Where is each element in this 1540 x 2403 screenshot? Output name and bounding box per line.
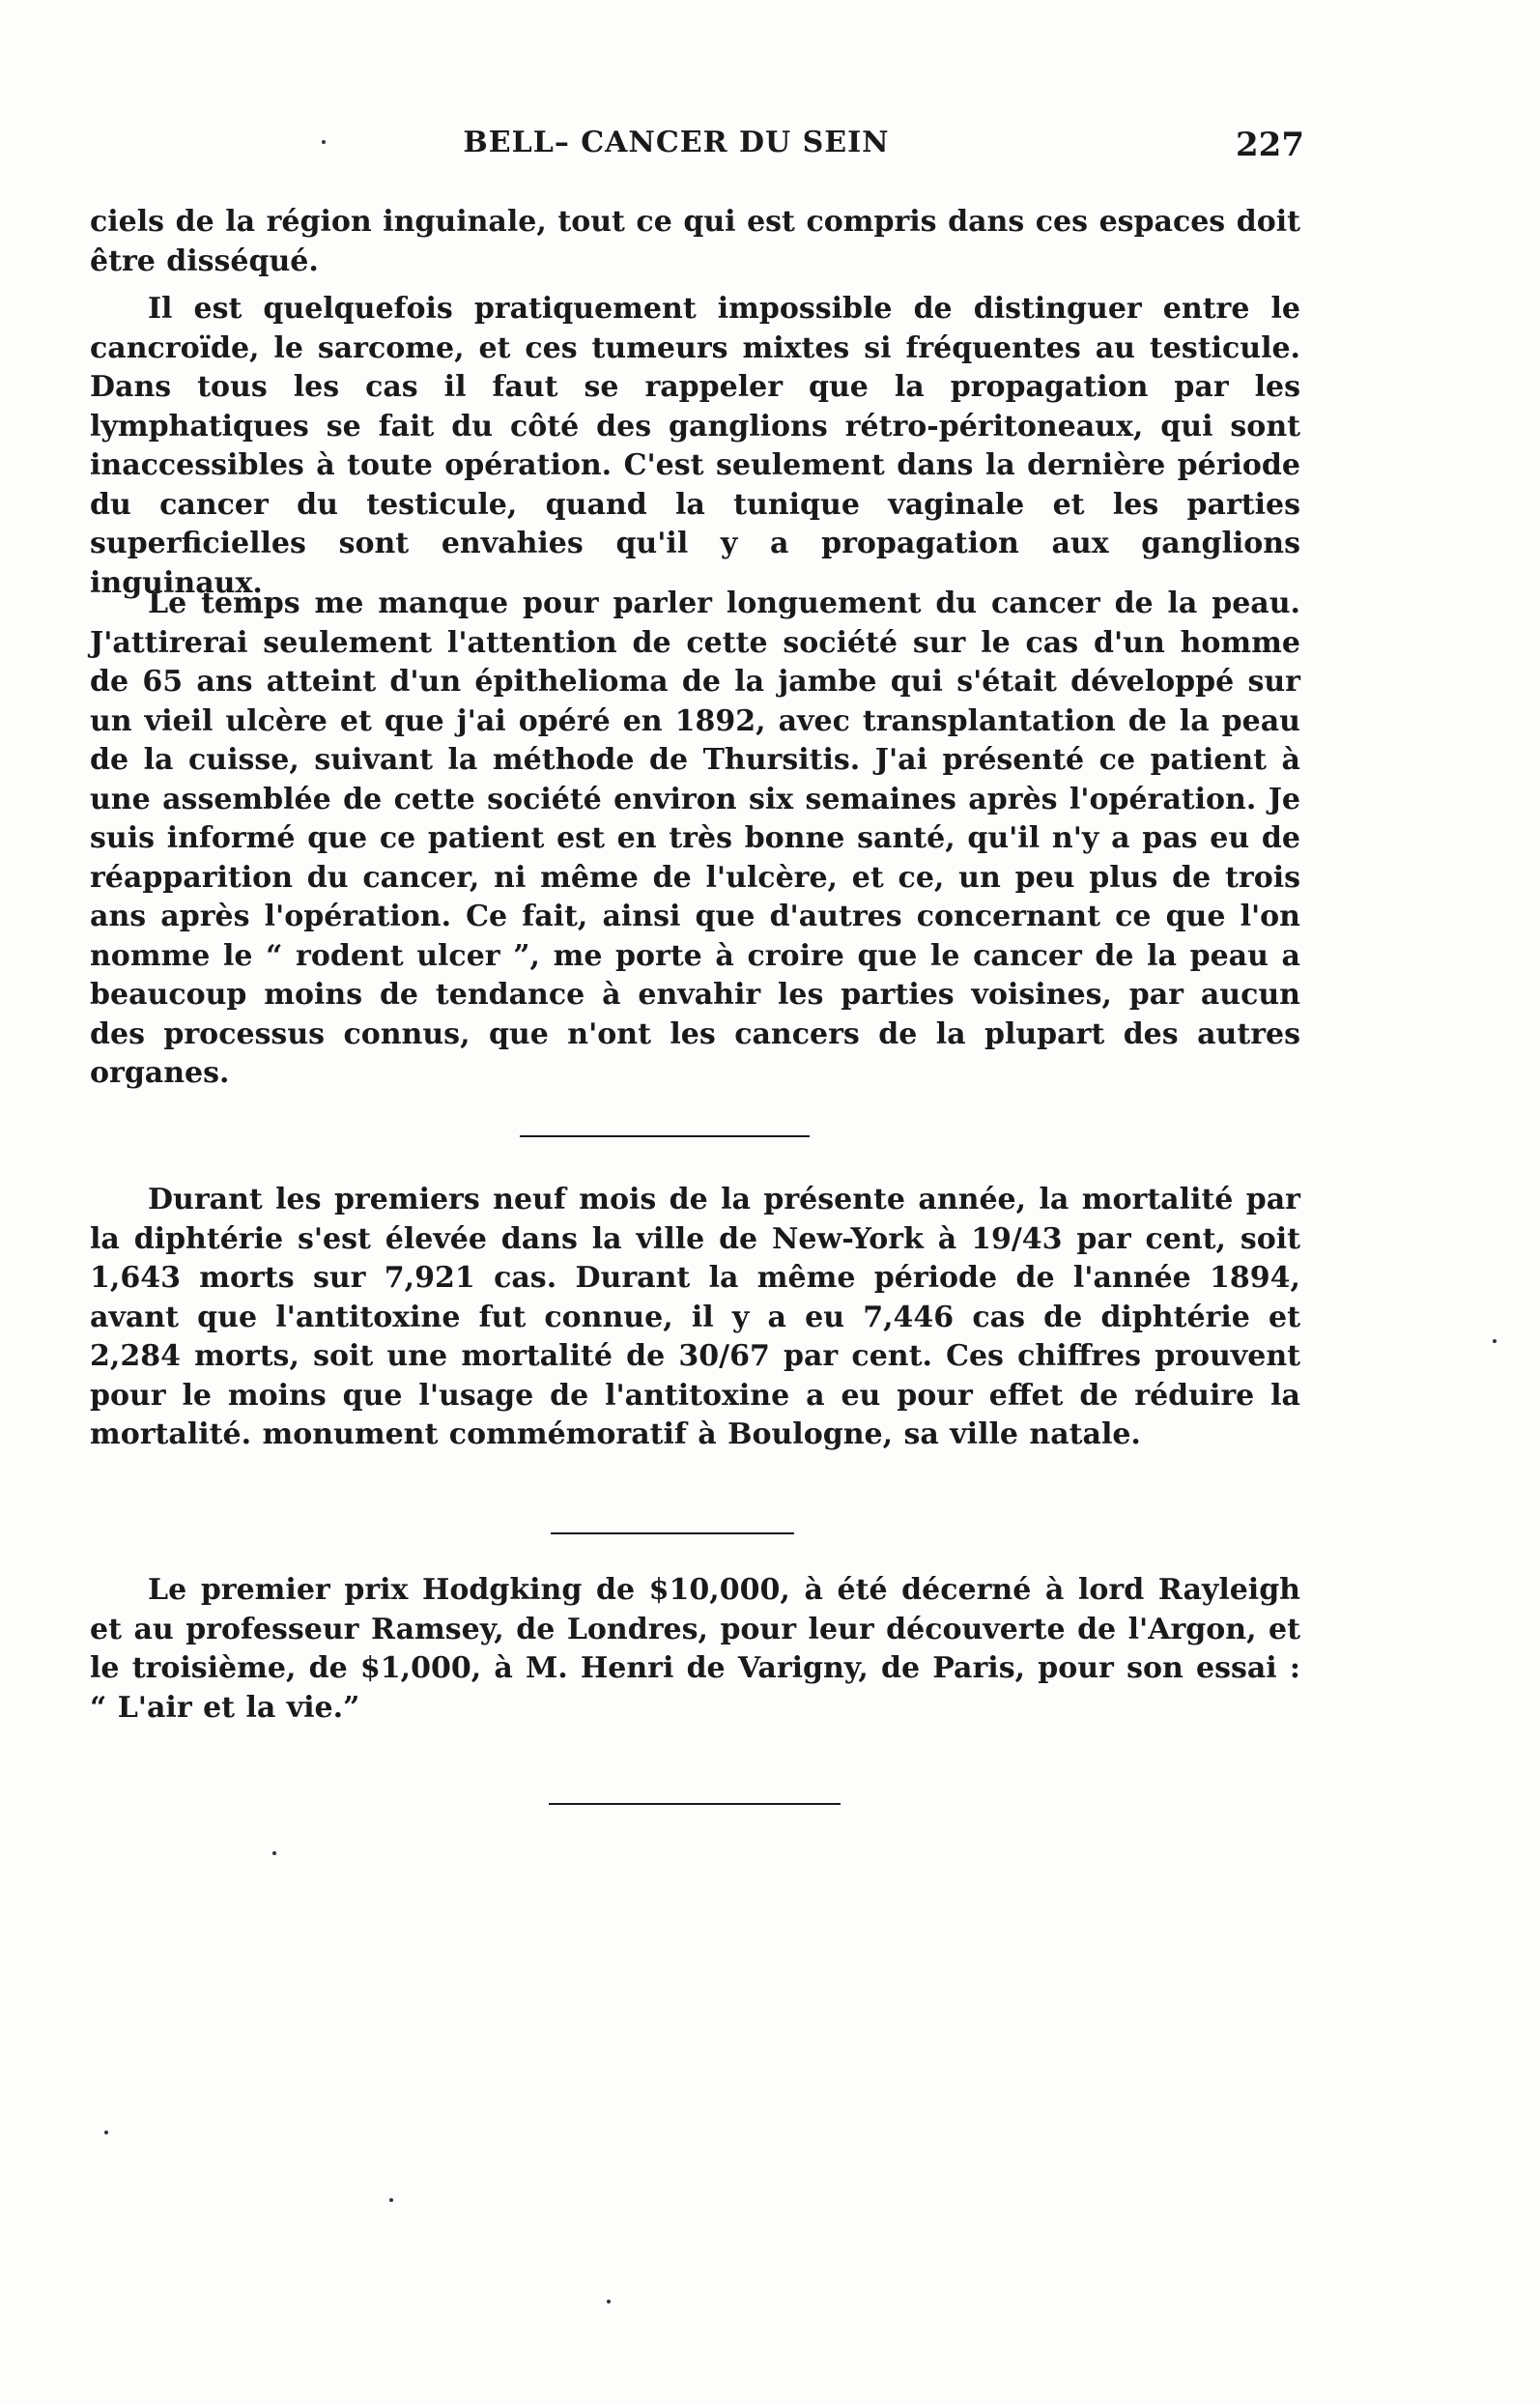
ink-speck bbox=[1493, 1339, 1497, 1343]
ink-speck bbox=[389, 2198, 393, 2202]
ink-speck bbox=[272, 1851, 276, 1855]
paragraph-cancer-peau: Le temps me manque pour parler longuement du cancer de la peau. J'attirerai seulement l'attention de cette société sur le cas d'un homme de 65 ans atteint d'un épithelioma de la jambe qui s'était développé sur un vieil ulcère et que j'ai opéré en 1892, avec transplantation de la peau de la cuisse, suivant la méthode de Thursitis. J'ai présenté ce patient à une assemblée de cette société environ six semaines après l'opération. Je suis informé que ce patient est en très bonne santé, qu'il n'y a pas eu de réapparition du cancer, ni même de l'ulcère, et ce, un peu plus de trois ans après l'opération. Ce fait, ainsi que d'autres concernant ce que l'on nomme le “ rodent ulcer ”, me porte à croire que le cancer de la peau a beaucoup moins de tendance à envahir les parties voisines, par aucun des processus connus, que n'ont les cancers de la plupart des autres organes. bbox=[90, 586, 1300, 1090]
ink-speck bbox=[104, 2131, 108, 2134]
paragraph-prix-hodgking: Le premier prix Hodgking de $10,000, à été décerné à lord Rayleigh et au professeur Ramsey, de Londres, pour leur découverte de l'Argon, et le troisième, de $1,000, à M. Henri de Varigny, de Paris, pour son essai : “ L'air et la vie.” bbox=[90, 1573, 1300, 1725]
page-number: 227 bbox=[1236, 126, 1304, 164]
ink-speck bbox=[322, 140, 326, 144]
ink-speck bbox=[607, 2300, 611, 2303]
section-divider bbox=[549, 1803, 841, 1805]
paragraph-continuation: ciels de la région inguinale, tout ce qui est compris dans ces espaces doit être disséqué. bbox=[90, 205, 1300, 278]
running-title: BELL– CANCER DU SEIN bbox=[463, 126, 890, 159]
section-divider bbox=[551, 1532, 794, 1534]
paragraph-testicule: Il est quelquefois pratiquement impossible de distinguer entre le cancroïde, le sarcome, et ces tumeurs mixtes si fréquentes au testicule. Dans tous les cas il faut se rappeler que la propagation par les lymphatiques se fait du côté des ganglions rétro-péritoneaux, qui sont inaccessibles à toute opération. C'est seulement dans la dernière période du cancer du testicule, quand la tunique vaginale et les parties superficielles sont envahies qu'il y a propagation aux ganglions inguinaux. bbox=[90, 292, 1300, 600]
paragraph-diphterie: Durant les premiers neuf mois de la présente année, la mortalité par la diphtérie s'est élevée dans la ville de New-York à 19/43 par cent, soit 1,643 morts sur 7,921 cas. Durant la même période de l'année 1894, avant que l'antitoxine fut connue, il y a eu 7,446 cas de diphtérie et 2,284 morts, soit une mortalité de 30/67 par cent. Ces chiffres prouvent pour le moins que l'usage de l'antitoxine a eu pour effet de réduire la mortalité. monument commémoratif à Boulogne, sa ville natale. bbox=[90, 1183, 1300, 1451]
section-divider bbox=[520, 1135, 810, 1137]
